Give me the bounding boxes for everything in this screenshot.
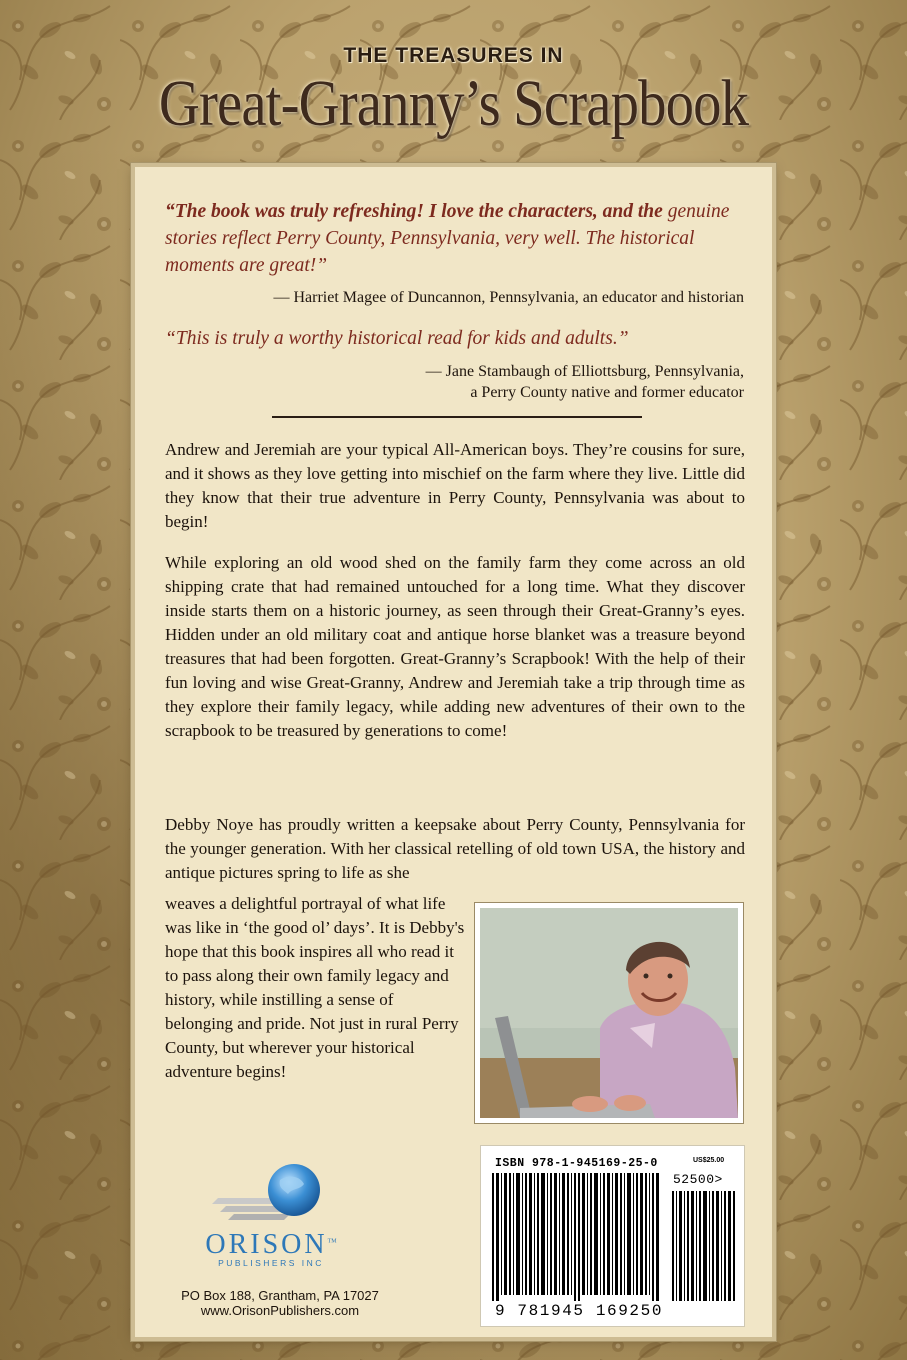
- price-label: US$25.00: [693, 1157, 725, 1164]
- synopsis-paragraph-2: While exploring an old wood shed on the family farm they come across an old shipping crate that had remained untouched for a long time. What they discover inside starts them on a historic journey, as seen through their Great-Granny’s eyes. Hidden under an old military coat and antique horse blanket was a treasure beyond treasures that had been forgotten. Great-Granny’s Scrapbook! With the help of their fun loving and wise Great-Granny, Andrew and Jeremiah take a trip through time as they explore their family legacy, while adding new adventures of their own to the scrapbook to be treasured by generations to come!: [165, 553, 745, 740]
- review-attribution-2: [165, 361, 744, 403]
- review-attribution-2-line2: a Perry County native and former educator: [470, 384, 744, 401]
- publisher-name: [186, 1229, 356, 1261]
- review-quote-1-rest: genuine stories reflect Perry County, Pennsylvania, very well. The historical moments are great!”: [165, 201, 730, 276]
- review-attribution-1: — Harriet Magee of Duncannon, Pennsylvania, an educator and historian: [273, 289, 744, 306]
- publisher-name-text: ORISON: [205, 1229, 328, 1260]
- publisher-subtitle: PUBLISHERS INC: [218, 1258, 324, 1268]
- title-main-line: Great-Granny’s Scrapbook: [158, 67, 749, 140]
- title-top-line: THE TREASURES IN: [343, 44, 564, 67]
- ean-number: 9 781945 169250: [495, 1302, 664, 1320]
- review-quote-1: [165, 198, 745, 279]
- price-addon-code: 52500>: [673, 1172, 723, 1187]
- review-attribution-2-line1: — Jane Stambaugh of Elliottsburg, Pennsylvania,: [425, 363, 744, 380]
- barcode-bars: [488, 1173, 740, 1301]
- author-paragraph-continued: weaves a delightful portrayal of what life was like in ‘the good ol’ days’. It is Debby's hope that this book inspires all who read it to pass along their own family legacy and history, while instilling a sense of belonging and pride. Not just in rural Perry County, but wherever your historical adventure begins!: [165, 894, 465, 1081]
- review-quote-1-lead: “The book was truly refreshing! I love the characters, and the: [165, 201, 663, 222]
- publisher-address: [165, 1288, 395, 1318]
- trademark-mark: TM: [327, 1238, 337, 1245]
- cover-title: [0, 44, 907, 142]
- author-portrait-image: [480, 908, 738, 1118]
- synopsis-paragraph-1: Andrew and Jeremiah are your typical All-American boys. They’re cousins for sure, and it shows as they love getting into mischief on the farm where they live. Little did they know that their true adventure in Perry County, Pennsylvania was about to begin!: [165, 440, 745, 531]
- publisher-website: www.OrisonPublishers.com: [200, 1303, 360, 1318]
- isbn-barcode: [480, 1145, 745, 1327]
- isbn-label: ISBN 978-1-945169-25-0: [495, 1157, 658, 1170]
- review-quote-2: “This is truly a worthy historical read for kids and adults.”: [165, 328, 629, 349]
- publisher-address-line1: PO Box 188, Grantham, PA 17027: [181, 1288, 379, 1303]
- section-divider: [272, 416, 642, 418]
- orison-publishers-logo: [186, 1160, 356, 1268]
- globe-icon: [196, 1160, 346, 1222]
- author-paragraph: Debby Noye has proudly written a keepsake about Perry County, Pennsylvania for the younger generation. With her classical retelling of old town USA, the history and antique pictures spring to life as she: [165, 815, 745, 882]
- author-photo: [474, 902, 744, 1124]
